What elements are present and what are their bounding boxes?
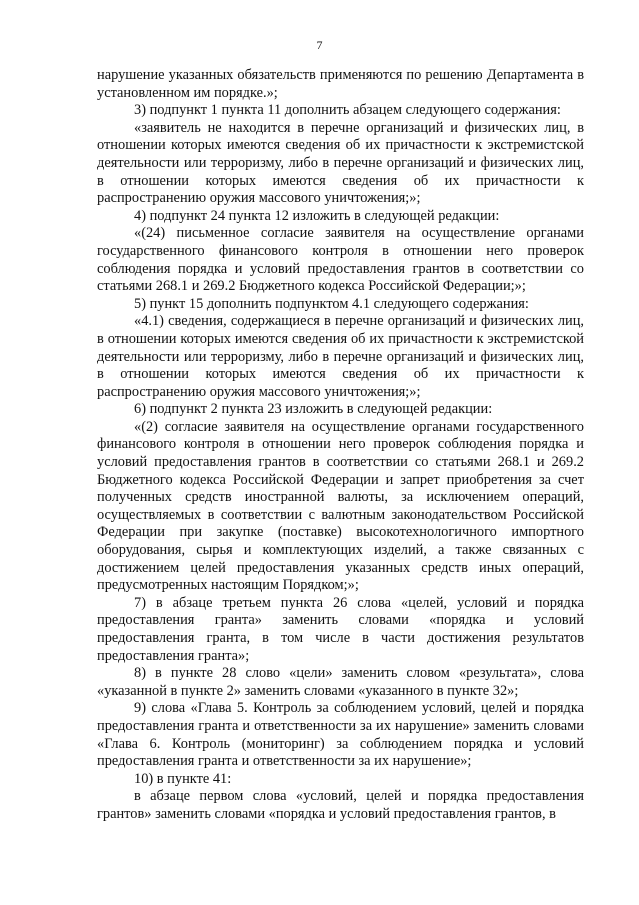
paragraph: «заявитель не находится в перечне организаций и физических лиц, в отношении которых имеются сведения об их причастности к экстремистской деятельности или терроризму, либо в перечне организаций и физических лиц, в отношении которых имеются сведения об их причастности к распространению оружия массового уничтожения;»;: [97, 119, 584, 207]
paragraph: «(2) согласие заявителя на осуществление органами государственного финансового контроля в отношении него проверок соблюдения порядка и условий предоставления грантов в соответствии со статьями 268.1 и 269.2 Бюджетного кодекса Российской Федерации и запрет приобретения за счет полученных средств иностранной валюты, за исключением операций, осуществляемых в соответствии с валютным законодательством Российской Федерации при закупке (поставке) высокотехнологичного импортного оборудования, сырья и комплектующих изделий, а также связанных с достижением целей предоставления указанных средств иных операций, предусмотренных настоящим Порядком;»;: [97, 418, 584, 594]
paragraph: «4.1) сведения, содержащиеся в перечне организаций и физических лиц, в отношении которых имеются сведения об их причастности к экстремистской деятельности или терроризму, либо в перечне организаций и физических лиц, в отношении которых имеются сведения об их причастности к распространению оружия массового уничтожения;»;: [97, 313, 584, 400]
paragraph: 3) подпункт 1 пункта 11 дополнить абзацем следующего содержания:: [134, 102, 561, 119]
paragraph: 4) подпункт 24 пункта 12 изложить в следующей редакции:: [134, 207, 500, 224]
paragraph: 10) в пункте 41:: [134, 770, 232, 787]
paragraph: 5) пункт 15 дополнить подпунктом 4.1 следующего содержания:: [134, 295, 529, 312]
paragraph: 7) в абзаце третьем пункта 26 слова «целей, условий и порядка предоставления гранта» заменить словами «порядка и условий предоставления гранта, в том числе в части достижения результатов предоставления гранта»;: [97, 594, 584, 664]
document-body: [97, 67, 584, 824]
page-number: 7: [316, 38, 323, 52]
paragraph: «(24) письменное согласие заявителя на осуществление органами государственного финансового контроля в отношении него проверок соблюдения порядка и условий предоставления грантов в соответствии со статьями 268.1 и 269.2 Бюджетного кодекса Российской Федерации;»;: [97, 225, 584, 295]
paragraph: в абзаце первом слова «условий, целей и порядка предоставления грантов» заменить словами «порядка и условий предоставления грантов, в: [97, 788, 584, 822]
paragraph: 8) в пункте 28 слово «цели» заменить словом «результата», слова «указанной в пункте 2» заменить словами «указанного в пункте 32»;: [97, 665, 584, 699]
paragraph: 6) подпункт 2 пункта 23 изложить в следующей редакции:: [134, 401, 493, 418]
paragraph: 9) слова «Глава 5. Контроль за соблюдением условий, целей и порядка предоставления гранта и ответственности за их нарушение» заменить словами «Глава 6. Контроль (мониторинг) за соблюдением порядка и условий предоставления гранта и ответственности за их нарушение»;: [97, 700, 584, 770]
paragraph: нарушение указанных обязательств применяются по решению Департамента в установленном им порядке.»;: [97, 67, 584, 101]
